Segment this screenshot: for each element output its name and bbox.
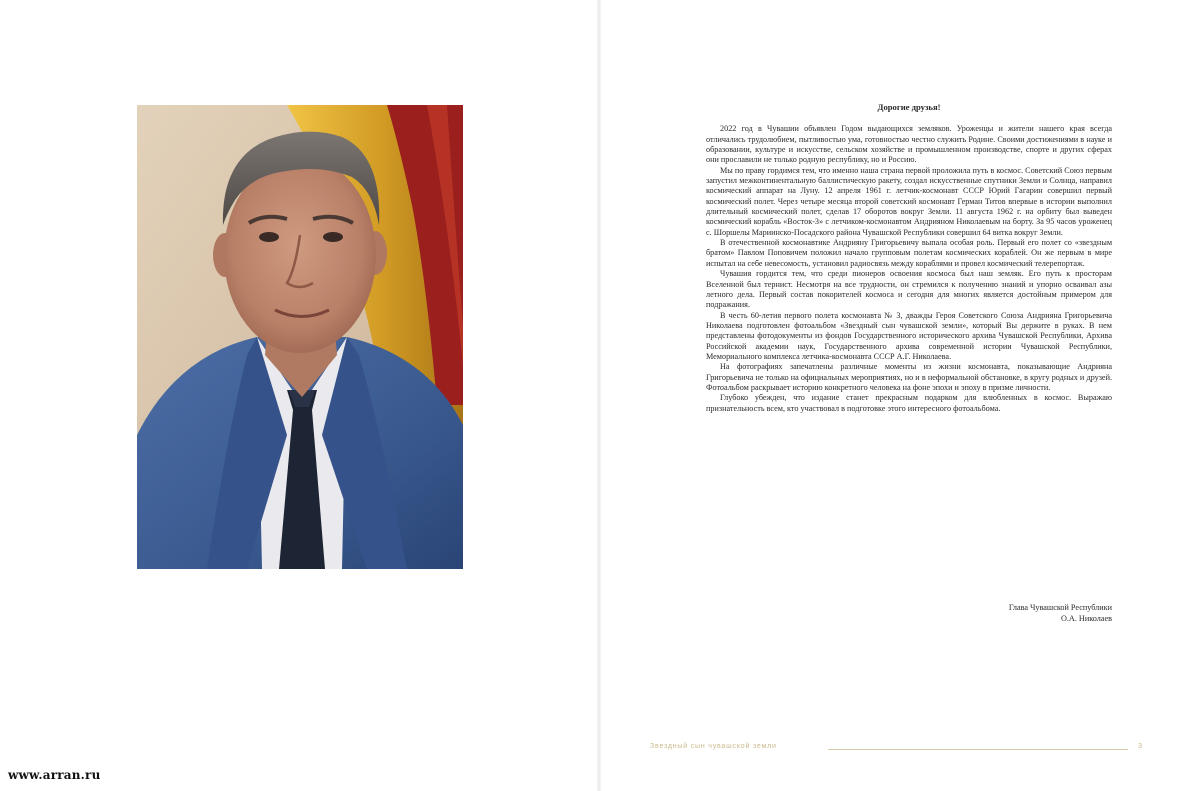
portrait-photo <box>137 105 463 569</box>
letter-paragraph: На фотографиях запечатлены различные моменты из жизни космонавта, показывающие Андрияна Григорьевича не только на официальных мероприятиях, но и в неформальной обстановке, в кругу родных и друзей. Фотоальбом раскрывает историю конкретного человека на фоне эпохи и эпоху в призме личности. <box>706 362 1112 392</box>
site-watermark: www.arran.ru <box>8 768 101 782</box>
running-title: Звездный сын чувашской земли <box>650 743 777 750</box>
letter-paragraph: Глубоко убежден, что издание станет прекрасным подарком для влюбленных в космос. Выражаю признательность всем, кто участвовал в подготовке этого интересного фотоальбома. <box>706 393 1112 413</box>
signature-name: О.А. Николаев <box>1060 614 1112 623</box>
left-page <box>0 0 598 791</box>
signature-position: Глава Чувашской Республики <box>1008 603 1112 612</box>
letter-paragraph: Мы по праву гордимся тем, что именно наша страна первой проложила путь в космос. Советский Союз первым запустил межконтинентальную баллистическую ракету, создал искусственные спутники Земли и Солнца, направил космический аппарат на Луну. 12 апреля 1961 г. летчик-космонавт СССР Юрий Гагарин совершил первый космический полет. Через четыре месяца второй советский космонавт Герман Титов впервые в истории выполнил длительный космический полет, сделав 17 оборотов вокруг Земли. 11 августа 1962 г. на орбиту был выведен космический корабль «Восток-3» с летчиком-космонавтом Андрияном Николаевым на борту. За 95 часов уроженец с. Шоршелы Мариинско-Посадского района Чувашской Республики совершил 64 витка вокруг Земли. <box>706 165 1112 237</box>
letter-signature <box>1009 602 1112 624</box>
footer-rule <box>828 749 1128 750</box>
letter-paragraph: В честь 60-летия первого полета космонавта № 3, дважды Героя Советского Союза Андрияна Григорьевича Николаева подготовлен фотоальбом «Звездный сын чувашской земли», который Вы держите в руках. В нем представлены фотодокументы из фондов Государственного исторического архива Чувашской Республики, Архива Российской академии наук, Государственного архива современной истории Чувашской Республики, Мемориального комплекса летчика-космонавта СССР А.Г. Николаева. <box>706 310 1112 361</box>
page-number: 3 <box>1138 743 1142 750</box>
letter-paragraph: Чувашия гордится тем, что среди пионеров освоения космоса был наш земляк. Его путь к просторам Вселенной был тернист. Несмотря на все трудности, он стремился к получению знаний и упорно осваивал азы летного дела. Первый состав покорителей космоса и сегодня для многих является достойным примером для подражания. <box>706 269 1112 310</box>
page-footer <box>650 743 1150 757</box>
letter-paragraph: В отечественной космонавтике Андрияну Григорьевичу выпала особая роль. Первый его полет со «звездным братом» Павлом Поповичем положил начало групповым полетам космических кораблей. Он же первым в мире испытал на себе невесомость, установил радиосвязь между кораблями и провел космический телерепортаж. <box>706 238 1112 268</box>
letter-paragraph: 2022 год в Чувашии объявлен Годом выдающихся земляков. Уроженцы и жители нашего края всегда отличались трудолюбием, пытливостью ума, готовностью честно служить Родине. Своими достижениями в науке и образовании, культуре и искусстве, сельском хозяйстве и промышленном производстве, спорте и других сферах они прославили не только родную республику, но и Россию. <box>706 124 1112 165</box>
welcome-letter <box>706 102 1112 642</box>
letter-title: Дорогие друзья! <box>877 102 941 112</box>
